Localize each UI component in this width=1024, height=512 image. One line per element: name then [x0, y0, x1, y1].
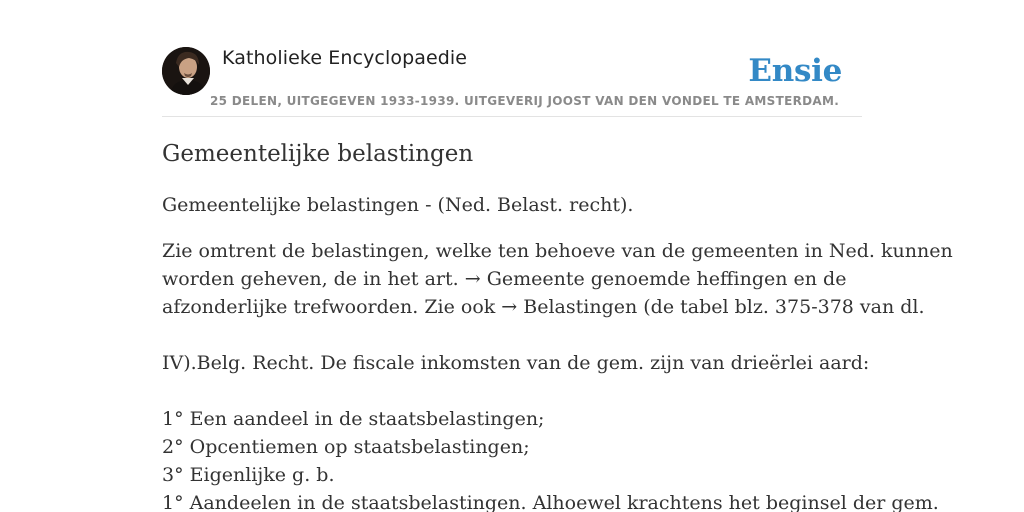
- article-title: Gemeentelijke belastingen: [162, 141, 474, 167]
- body-line: 1° Een aandeel in de staatsbelastingen;: [162, 408, 545, 430]
- body-line: worden geheven, de in het art. → Gemeente genoemde heffingen en de: [162, 268, 847, 290]
- body-line: 2° Opcentiemen op staatsbelastingen;: [162, 436, 530, 458]
- body-line: 3° Eigenlijke g. b.: [162, 464, 335, 486]
- article-body: [162, 237, 953, 512]
- portrait-icon: [162, 47, 210, 95]
- paragraph-gap: [162, 377, 872, 405]
- paragraph-gap: [162, 321, 872, 349]
- publication-title[interactable]: Katholieke Encyclopaedie: [222, 47, 468, 69]
- header: [162, 46, 862, 117]
- body-line: afzonderlijke trefwoorden. Zie ook → Belastingen (de tabel blz. 375-378 van dl.: [162, 296, 925, 318]
- article: [162, 138, 953, 512]
- publication-subtitle: 25 DELEN, UITGEGEVEN 1933-1939. UITGEVERIJ JOOST VAN DEN VONDEL TE AMSTERDAM.: [210, 94, 840, 108]
- brand-logo-link[interactable]: Ensie: [748, 53, 842, 89]
- article-lead: Gemeentelijke belastingen - (Ned. Belast. recht).: [162, 194, 634, 216]
- body-line: 1° Aandeelen in de staatsbelastingen. Alhoewel krachtens het beginsel der gem.: [162, 492, 939, 512]
- body-line: IV).Belg. Recht. De fiscale inkomsten van de gem. zijn van drieërlei aard:: [162, 352, 870, 374]
- body-line: Zie omtrent de belastingen, welke ten behoeve van de gemeenten in Ned. kunnen: [162, 240, 953, 262]
- publication-avatar[interactable]: [162, 47, 210, 95]
